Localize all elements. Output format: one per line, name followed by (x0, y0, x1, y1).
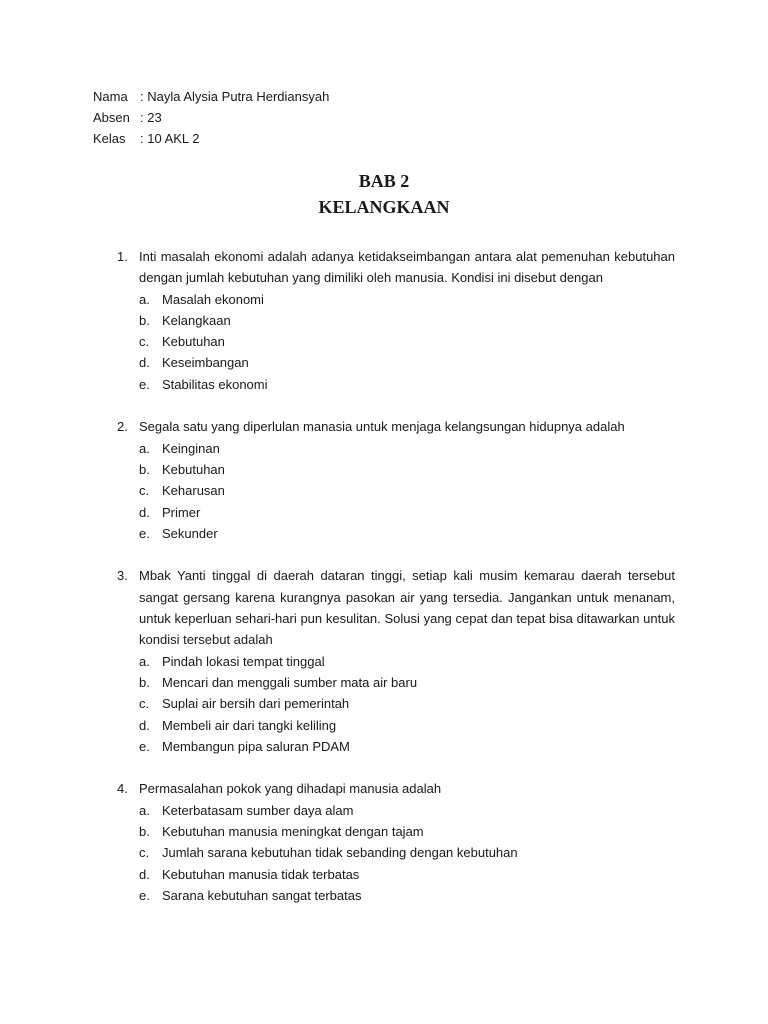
answer-option (139, 289, 675, 310)
option-letter: d. (139, 355, 150, 371)
option-letter: c. (139, 334, 150, 350)
option-text: Kebutuhan (162, 334, 225, 350)
option-letter: d. (139, 717, 150, 733)
answer-option (139, 480, 675, 501)
option-text: Stabilitas ekonomi (162, 376, 268, 392)
option-text: Keterbatasam sumber daya alam (162, 802, 354, 818)
answer-option (139, 651, 675, 672)
option-text: Sarana kebutuhan sangat terbatas (162, 887, 362, 903)
chapter-title: KELANGKAAN (318, 197, 450, 217)
answer-option (139, 693, 675, 714)
absen-value: : 23 (140, 110, 162, 125)
answer-option (139, 310, 675, 331)
student-info (93, 86, 329, 149)
option-letter: d. (139, 504, 150, 520)
answer-option (139, 842, 675, 863)
answer-option (139, 331, 675, 352)
class-label: Kelas (93, 131, 126, 146)
answer-option (139, 821, 675, 842)
name-value: : Nayla Alysia Putra Herdiansyah (140, 89, 330, 104)
option-text: Primer (162, 504, 201, 520)
option-letter: d. (139, 866, 150, 882)
answer-option (139, 374, 675, 395)
question-body (139, 778, 675, 906)
name-label: Nama (93, 89, 128, 104)
question-body (139, 246, 675, 395)
answer-option (139, 502, 675, 523)
answer-option (139, 800, 675, 821)
option-letter: a. (139, 440, 150, 456)
option-letter: e. (139, 525, 150, 541)
option-letter: b. (139, 824, 150, 840)
student-class-row (93, 128, 329, 149)
answer-option (139, 715, 675, 736)
option-letter: e. (139, 738, 150, 754)
answer-options (139, 438, 675, 544)
question-number: 2. (117, 419, 128, 435)
answer-options (139, 289, 675, 395)
answer-option (139, 459, 675, 480)
question-item (117, 778, 675, 906)
option-text: Suplai air bersih dari pemerintah (162, 696, 350, 712)
option-text: Pindah lokasi tempat tinggal (162, 653, 325, 669)
option-text: Sekunder (162, 525, 218, 541)
class-value: : 10 AKL 2 (140, 131, 200, 146)
option-letter: b. (139, 312, 150, 328)
answer-option (139, 523, 675, 544)
student-number-row (93, 107, 329, 128)
option-text: Keseimbangan (162, 355, 249, 371)
question-text: Permasalahan pokok yang dihadapi manusia adalah (139, 781, 442, 797)
question-body (139, 416, 675, 544)
question-text: Inti masalah ekonomi adalah adanya ketidakseimbangan antara alat pemenuhan kebutuhan dengan jumlah kebutuhan yang dimiliki oleh manusia. Kondisi ini disebut dengan (139, 249, 675, 286)
question-number: 3. (117, 568, 128, 584)
option-text: Membangun pipa saluran PDAM (162, 738, 350, 754)
option-text: Kebutuhan (162, 461, 225, 477)
answer-option (139, 438, 675, 459)
option-letter: c. (139, 845, 150, 861)
answer-option (139, 352, 675, 373)
option-text: Mencari dan menggali sumber mata air baru (162, 674, 418, 690)
option-letter: e. (139, 376, 150, 392)
option-text: Kebutuhan manusia tidak terbatas (162, 866, 360, 882)
option-letter: c. (139, 483, 150, 499)
question-list (117, 246, 675, 928)
question-text: Segala satu yang diperlulan manasia untuk menjaga kelangsungan hidupnya adalah (139, 419, 625, 435)
option-letter: e. (139, 887, 150, 903)
option-letter: c. (139, 696, 150, 712)
answer-option (139, 864, 675, 885)
student-name-row (93, 86, 329, 107)
answer-option (139, 885, 675, 906)
option-text: Kebutuhan manusia meningkat dengan tajam (162, 824, 424, 840)
option-text: Membeli air dari tangki keliling (162, 717, 337, 733)
question-item (117, 565, 675, 757)
chapter-number: BAB 2 (358, 171, 410, 191)
answer-options (139, 800, 675, 906)
option-letter: a. (139, 291, 150, 307)
answer-option (139, 736, 675, 757)
answer-options (139, 651, 675, 757)
option-letter: b. (139, 461, 150, 477)
option-letter: a. (139, 653, 150, 669)
option-text: Kelangkaan (162, 312, 231, 328)
option-text: Masalah ekonomi (162, 291, 264, 307)
question-number: 4. (117, 781, 128, 797)
option-letter: a. (139, 802, 150, 818)
question-number: 1. (117, 249, 128, 264)
question-item (117, 246, 675, 395)
absen-label: Absen (93, 110, 130, 125)
question-body (139, 565, 675, 757)
answer-option (139, 672, 675, 693)
question-text: Mbak Yanti tinggal di daerah dataran tinggi, setiap kali musim kemarau daerah tersebut sangat gersang karena kurangnya pasokan air yang tersedia. Jangankan untuk menanam, untuk keperluan sehari-hari pun kesulitan. Solusi yang cepat dan tepat bisa ditawarkan untuk kondisi tersebut adalah (139, 568, 675, 648)
option-text: Keinginan (162, 440, 220, 456)
option-text: Jumlah sarana kebutuhan tidak sebanding dengan kebutuhan (162, 845, 518, 861)
question-item (117, 416, 675, 544)
option-letter: b. (139, 674, 150, 690)
option-text: Keharusan (162, 483, 225, 499)
